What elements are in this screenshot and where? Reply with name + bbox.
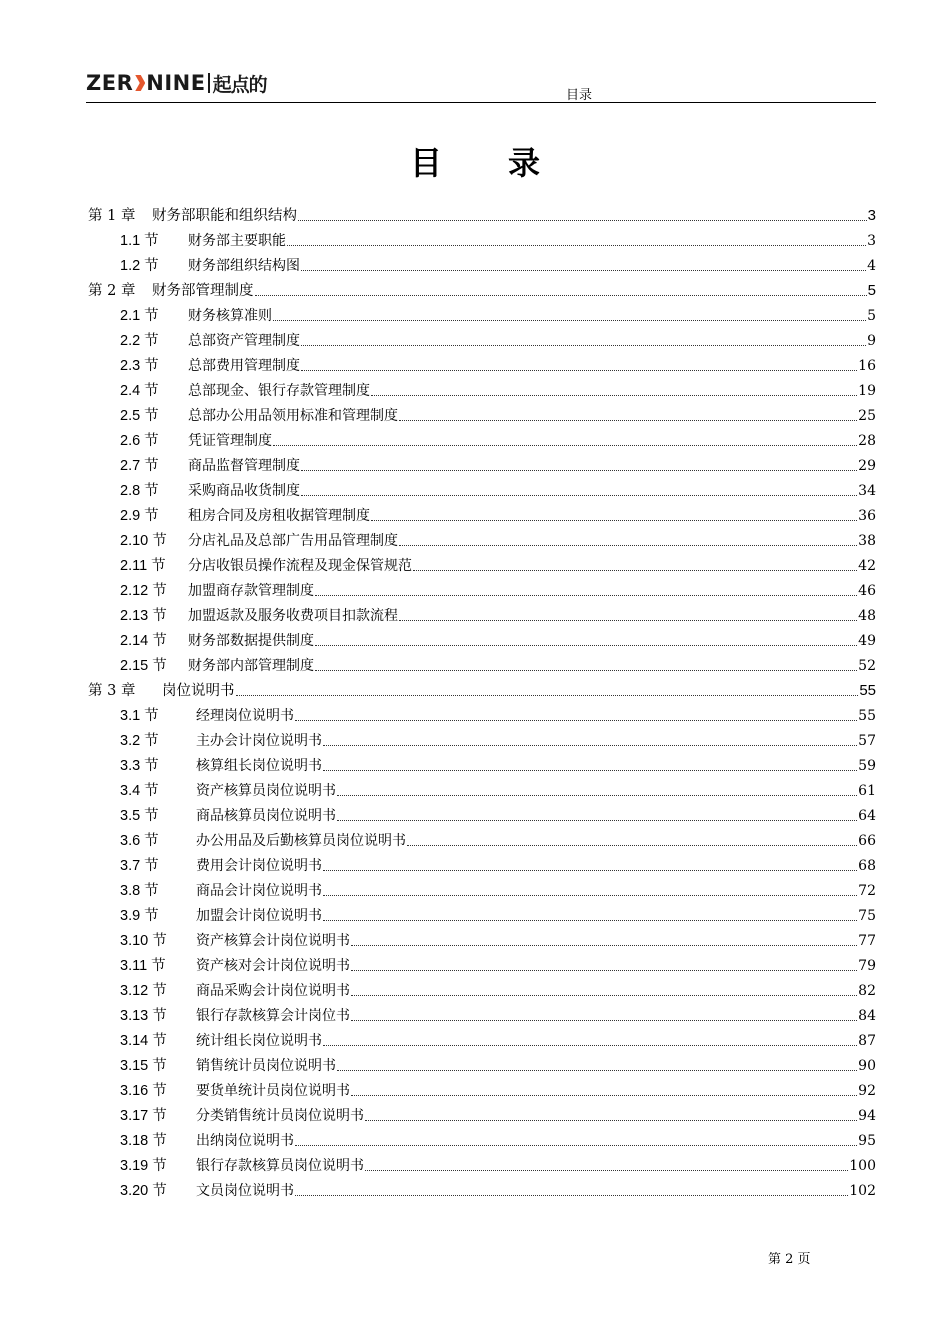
toc-dot-leader <box>323 870 857 871</box>
toc-entry-page: 87 <box>858 1033 876 1049</box>
toc-section-entry[interactable] <box>88 625 876 650</box>
toc-dot-leader <box>351 1095 857 1096</box>
toc-dot-leader <box>399 420 857 421</box>
toc-section-entry[interactable] <box>88 225 876 250</box>
toc-entry-title: 租房合同及房租收据管理制度 <box>188 508 370 524</box>
toc-entry-page: 34 <box>858 483 876 499</box>
toc-entry-number: 2.3 节 <box>120 358 159 374</box>
toc-dot-leader <box>323 745 857 746</box>
toc-dot-leader <box>365 1170 848 1171</box>
toc-dot-leader <box>337 1070 857 1071</box>
header-title: 目录 <box>566 88 593 103</box>
toc-entry-number: 3.2 节 <box>120 733 159 749</box>
toc-entry-number: 2.13 节 <box>120 608 167 624</box>
toc-entry-number: 3.16 节 <box>120 1083 167 1099</box>
toc-section-entry[interactable] <box>88 725 876 750</box>
toc-entry-title: 要货单统计员岗位说明书 <box>196 1083 350 1099</box>
toc-entry-number: 2.7 节 <box>120 458 159 474</box>
toc-section-entry[interactable] <box>88 425 876 450</box>
toc-entry-title: 分店收银员操作流程及现金保管规范 <box>188 558 412 574</box>
toc-entry-page: 28 <box>858 433 876 449</box>
toc-entry-number: 第 2 章 <box>88 283 136 299</box>
toc-entry-title: 财务部主要职能 <box>188 233 286 249</box>
toc-dot-leader <box>315 595 857 596</box>
toc-entry-title: 文员岗位说明书 <box>196 1183 294 1199</box>
toc-dot-leader <box>351 970 857 971</box>
toc-entry-page: 77 <box>858 933 876 949</box>
toc-entry-number: 3.8 节 <box>120 883 159 899</box>
toc-section-entry[interactable] <box>88 1175 876 1200</box>
toc-dot-leader <box>315 645 857 646</box>
toc-section-entry[interactable] <box>88 575 876 600</box>
toc-entry-title: 经理岗位说明书 <box>196 708 294 724</box>
toc-section-entry[interactable] <box>88 600 876 625</box>
toc-entry-page: 48 <box>858 608 876 624</box>
toc-dot-leader <box>323 895 857 896</box>
toc-entry-number: 2.10 节 <box>120 533 167 549</box>
company-logo <box>86 70 267 96</box>
toc-entry-title: 分类销售统计员岗位说明书 <box>196 1108 364 1124</box>
toc-dot-leader <box>323 770 857 771</box>
logo-divider <box>208 73 210 93</box>
toc-entry-page: 59 <box>858 758 876 774</box>
toc-chapter-entry[interactable] <box>88 200 876 225</box>
toc-entry-title: 总部现金、银行存款管理制度 <box>188 383 370 399</box>
toc-entry-page: 57 <box>858 733 876 749</box>
toc-section-entry[interactable] <box>88 250 876 275</box>
toc-entry-number: 3.20 节 <box>120 1183 167 1199</box>
toc-dot-leader <box>399 545 857 546</box>
toc-dot-leader <box>301 370 857 371</box>
toc-dot-leader <box>337 795 857 796</box>
toc-section-entry[interactable] <box>88 700 876 725</box>
toc-entry-title: 财务核算准则 <box>188 308 272 324</box>
toc-entry-number: 3.10 节 <box>120 933 167 949</box>
toc-entry-page: 55 <box>858 708 876 724</box>
toc-entry-number: 3.6 节 <box>120 833 159 849</box>
toc-entry-page: 42 <box>858 558 876 574</box>
toc-dot-leader <box>351 995 857 996</box>
toc-entry-page: 64 <box>858 808 876 824</box>
toc-entry-number: 1.2 节 <box>120 258 159 274</box>
toc-entry-page: 19 <box>858 383 876 399</box>
toc-entry-title: 岗位说明书 <box>162 683 235 699</box>
toc-entry-title: 总部办公用品领用标准和管理制度 <box>188 408 398 424</box>
toc-dot-leader <box>337 820 857 821</box>
toc-entry-number: 第 1 章 <box>88 208 136 224</box>
toc-dot-leader <box>255 295 867 296</box>
toc-section-entry[interactable] <box>88 750 876 775</box>
toc-dot-leader <box>301 495 857 496</box>
toc-entry-page: 16 <box>858 358 876 374</box>
toc-entry-title: 采购商品收货制度 <box>188 483 300 499</box>
toc-entry-number: 3.15 节 <box>120 1058 167 1074</box>
toc-entry-page: 52 <box>858 658 876 674</box>
page-number: 第 2 页 <box>768 1252 811 1267</box>
toc-entry-title: 银行存款核算员岗位说明书 <box>196 1158 364 1174</box>
toc-entry-page: 82 <box>858 983 876 999</box>
document-title: 目录 <box>409 144 606 182</box>
toc-dot-leader <box>365 1120 857 1121</box>
toc-section-entry[interactable] <box>88 925 876 950</box>
toc-entry-title: 财务部职能和组织结构 <box>152 208 297 224</box>
toc-entry-title: 资产核对会计岗位说明书 <box>196 958 350 974</box>
toc-dot-leader <box>351 945 857 946</box>
toc-section-entry[interactable] <box>88 1100 876 1125</box>
toc-entry-page: 84 <box>858 1008 876 1024</box>
logo-text-cn: 起点的 <box>212 73 267 96</box>
toc-entry-page: 66 <box>858 833 876 849</box>
toc-section-entry[interactable] <box>88 325 876 350</box>
toc-entry-number: 2.2 节 <box>120 333 159 349</box>
toc-section-entry[interactable] <box>88 1050 876 1075</box>
toc-section-entry[interactable] <box>88 975 876 1000</box>
toc-entry-title: 财务部管理制度 <box>152 283 254 299</box>
toc-entry-number: 3.11 节 <box>120 958 166 974</box>
toc-entry-number: 2.9 节 <box>120 508 159 524</box>
toc-entry-page: 25 <box>858 408 876 424</box>
toc-entry-page: 38 <box>858 533 876 549</box>
toc-entry-number: 3.9 节 <box>120 908 159 924</box>
toc-entry-title: 总部资产管理制度 <box>188 333 300 349</box>
toc-entry-number: 3.17 节 <box>120 1108 167 1124</box>
toc-dot-leader <box>295 1145 857 1146</box>
toc-chapter-entry[interactable] <box>88 275 876 300</box>
toc-entry-number: 3.19 节 <box>120 1158 167 1174</box>
logo-arrow-icon <box>135 75 145 91</box>
toc-dot-leader <box>301 345 866 346</box>
toc-entry-page: 49 <box>858 633 876 649</box>
toc-entry-title: 加盟商存款管理制度 <box>188 583 314 599</box>
toc-dot-leader <box>298 220 867 221</box>
toc-section-entry[interactable] <box>88 450 876 475</box>
toc-entry-page: 55 <box>859 682 876 699</box>
toc-entry-title: 分店礼品及总部广告用品管理制度 <box>188 533 398 549</box>
toc-dot-leader <box>273 320 866 321</box>
toc-entry-title: 统计组长岗位说明书 <box>196 1033 322 1049</box>
toc-entry-title: 总部费用管理制度 <box>188 358 300 374</box>
toc-entry-title: 资产核算会计岗位说明书 <box>196 933 350 949</box>
table-of-contents <box>88 200 876 1200</box>
toc-dot-leader <box>236 695 859 696</box>
toc-entry-page: 100 <box>849 1158 876 1174</box>
toc-dot-leader <box>323 1045 857 1046</box>
toc-entry-number: 3.7 节 <box>120 858 159 874</box>
toc-entry-page: 94 <box>858 1108 876 1124</box>
toc-entry-page: 90 <box>858 1058 876 1074</box>
toc-dot-leader <box>315 670 857 671</box>
toc-entry-page: 3 <box>867 207 876 224</box>
toc-entry-title: 凭证管理制度 <box>188 433 272 449</box>
toc-section-entry[interactable] <box>88 1150 876 1175</box>
toc-section-entry[interactable] <box>88 1125 876 1150</box>
toc-section-entry[interactable] <box>88 800 876 825</box>
toc-entry-page: 5 <box>867 282 876 299</box>
toc-entry-page: 61 <box>858 783 876 799</box>
toc-entry-page: 102 <box>849 1183 876 1199</box>
toc-dot-leader <box>301 270 866 271</box>
toc-entry-title: 商品核算员岗位说明书 <box>196 808 336 824</box>
toc-entry-title: 销售统计员岗位说明书 <box>196 1058 336 1074</box>
toc-dot-leader <box>399 620 857 621</box>
toc-entry-title: 主办会计岗位说明书 <box>196 733 322 749</box>
toc-section-entry[interactable] <box>88 400 876 425</box>
toc-entry-title: 费用会计岗位说明书 <box>196 858 322 874</box>
toc-entry-page: 9 <box>867 333 876 349</box>
toc-entry-number: 2.4 节 <box>120 383 159 399</box>
toc-entry-page: 3 <box>867 233 876 249</box>
toc-section-entry[interactable] <box>88 500 876 525</box>
toc-entry-title: 财务部数据提供制度 <box>188 633 314 649</box>
toc-entry-title: 商品会计岗位说明书 <box>196 883 322 899</box>
toc-section-entry[interactable] <box>88 350 876 375</box>
toc-entry-number: 3.18 节 <box>120 1133 167 1149</box>
toc-entry-page: 29 <box>858 458 876 474</box>
toc-entry-number: 2.1 节 <box>120 308 159 324</box>
toc-entry-page: 5 <box>867 308 876 324</box>
toc-dot-leader <box>413 570 857 571</box>
toc-entry-number: 2.12 节 <box>120 583 167 599</box>
toc-entry-page: 4 <box>867 258 876 274</box>
toc-entry-number: 2.6 节 <box>120 433 159 449</box>
toc-dot-leader <box>295 1195 848 1196</box>
toc-section-entry[interactable] <box>88 1025 876 1050</box>
toc-entry-number: 3.5 节 <box>120 808 159 824</box>
toc-entry-number: 3.1 节 <box>120 708 159 724</box>
toc-entry-title: 资产核算员岗位说明书 <box>196 783 336 799</box>
toc-section-entry[interactable] <box>88 475 876 500</box>
toc-entry-number: 2.5 节 <box>120 408 159 424</box>
toc-entry-page: 68 <box>858 858 876 874</box>
toc-entry-title: 核算组长岗位说明书 <box>196 758 322 774</box>
toc-entry-page: 79 <box>858 958 876 974</box>
toc-entry-number: 1.1 节 <box>120 233 159 249</box>
toc-entry-number: 2.8 节 <box>120 483 159 499</box>
toc-section-entry[interactable] <box>88 1000 876 1025</box>
toc-entry-title: 加盟返款及服务收费项目扣款流程 <box>188 608 398 624</box>
toc-entry-title: 办公用品及后勤核算员岗位说明书 <box>196 833 406 849</box>
toc-dot-leader <box>351 1020 857 1021</box>
toc-section-entry[interactable] <box>88 650 876 675</box>
logo-text-nine: NINE <box>146 71 206 95</box>
toc-section-entry[interactable] <box>88 525 876 550</box>
toc-chapter-entry[interactable] <box>88 675 876 700</box>
toc-entry-title: 商品采购会计岗位说明书 <box>196 983 350 999</box>
toc-dot-leader <box>295 720 857 721</box>
toc-entry-title: 出纳岗位说明书 <box>196 1133 294 1149</box>
toc-section-entry[interactable] <box>88 900 876 925</box>
toc-entry-number: 第 3 章 <box>88 683 136 699</box>
toc-entry-page: 75 <box>858 908 876 924</box>
toc-entry-number: 2.15 节 <box>120 658 167 674</box>
toc-entry-title: 财务部组织结构图 <box>188 258 300 274</box>
toc-entry-title: 银行存款核算会计岗位书 <box>196 1008 350 1024</box>
toc-section-entry[interactable] <box>88 850 876 875</box>
toc-dot-leader <box>371 395 857 396</box>
toc-entry-number: 3.13 节 <box>120 1008 167 1024</box>
toc-entry-page: 46 <box>858 583 876 599</box>
toc-dot-leader <box>371 520 857 521</box>
toc-section-entry[interactable] <box>88 775 876 800</box>
toc-entry-title: 商品监督管理制度 <box>188 458 300 474</box>
toc-entry-number: 3.3 节 <box>120 758 159 774</box>
toc-dot-leader <box>323 920 857 921</box>
logo-text-zer: ZER <box>86 71 134 95</box>
toc-section-entry[interactable] <box>88 1075 876 1100</box>
toc-section-entry[interactable] <box>88 875 876 900</box>
toc-entry-page: 36 <box>858 508 876 524</box>
toc-section-entry[interactable] <box>88 375 876 400</box>
toc-dot-leader <box>301 470 857 471</box>
toc-dot-leader <box>407 845 857 846</box>
toc-entry-title: 财务部内部管理制度 <box>188 658 314 674</box>
toc-entry-page: 92 <box>858 1083 876 1099</box>
toc-entry-number: 2.14 节 <box>120 633 167 649</box>
toc-entry-number: 3.12 节 <box>120 983 167 999</box>
toc-entry-page: 95 <box>858 1133 876 1149</box>
toc-section-entry[interactable] <box>88 950 876 975</box>
toc-entry-number: 3.4 节 <box>120 783 159 799</box>
toc-dot-leader <box>273 445 857 446</box>
toc-dot-leader <box>287 245 866 246</box>
toc-section-entry[interactable] <box>88 550 876 575</box>
toc-entry-number: 3.14 节 <box>120 1033 167 1049</box>
toc-entry-title: 加盟会计岗位说明书 <box>196 908 322 924</box>
toc-entry-number: 2.11 节 <box>120 558 166 574</box>
toc-entry-page: 72 <box>858 883 876 899</box>
toc-section-entry[interactable] <box>88 300 876 325</box>
page-header <box>86 66 876 103</box>
toc-section-entry[interactable] <box>88 825 876 850</box>
